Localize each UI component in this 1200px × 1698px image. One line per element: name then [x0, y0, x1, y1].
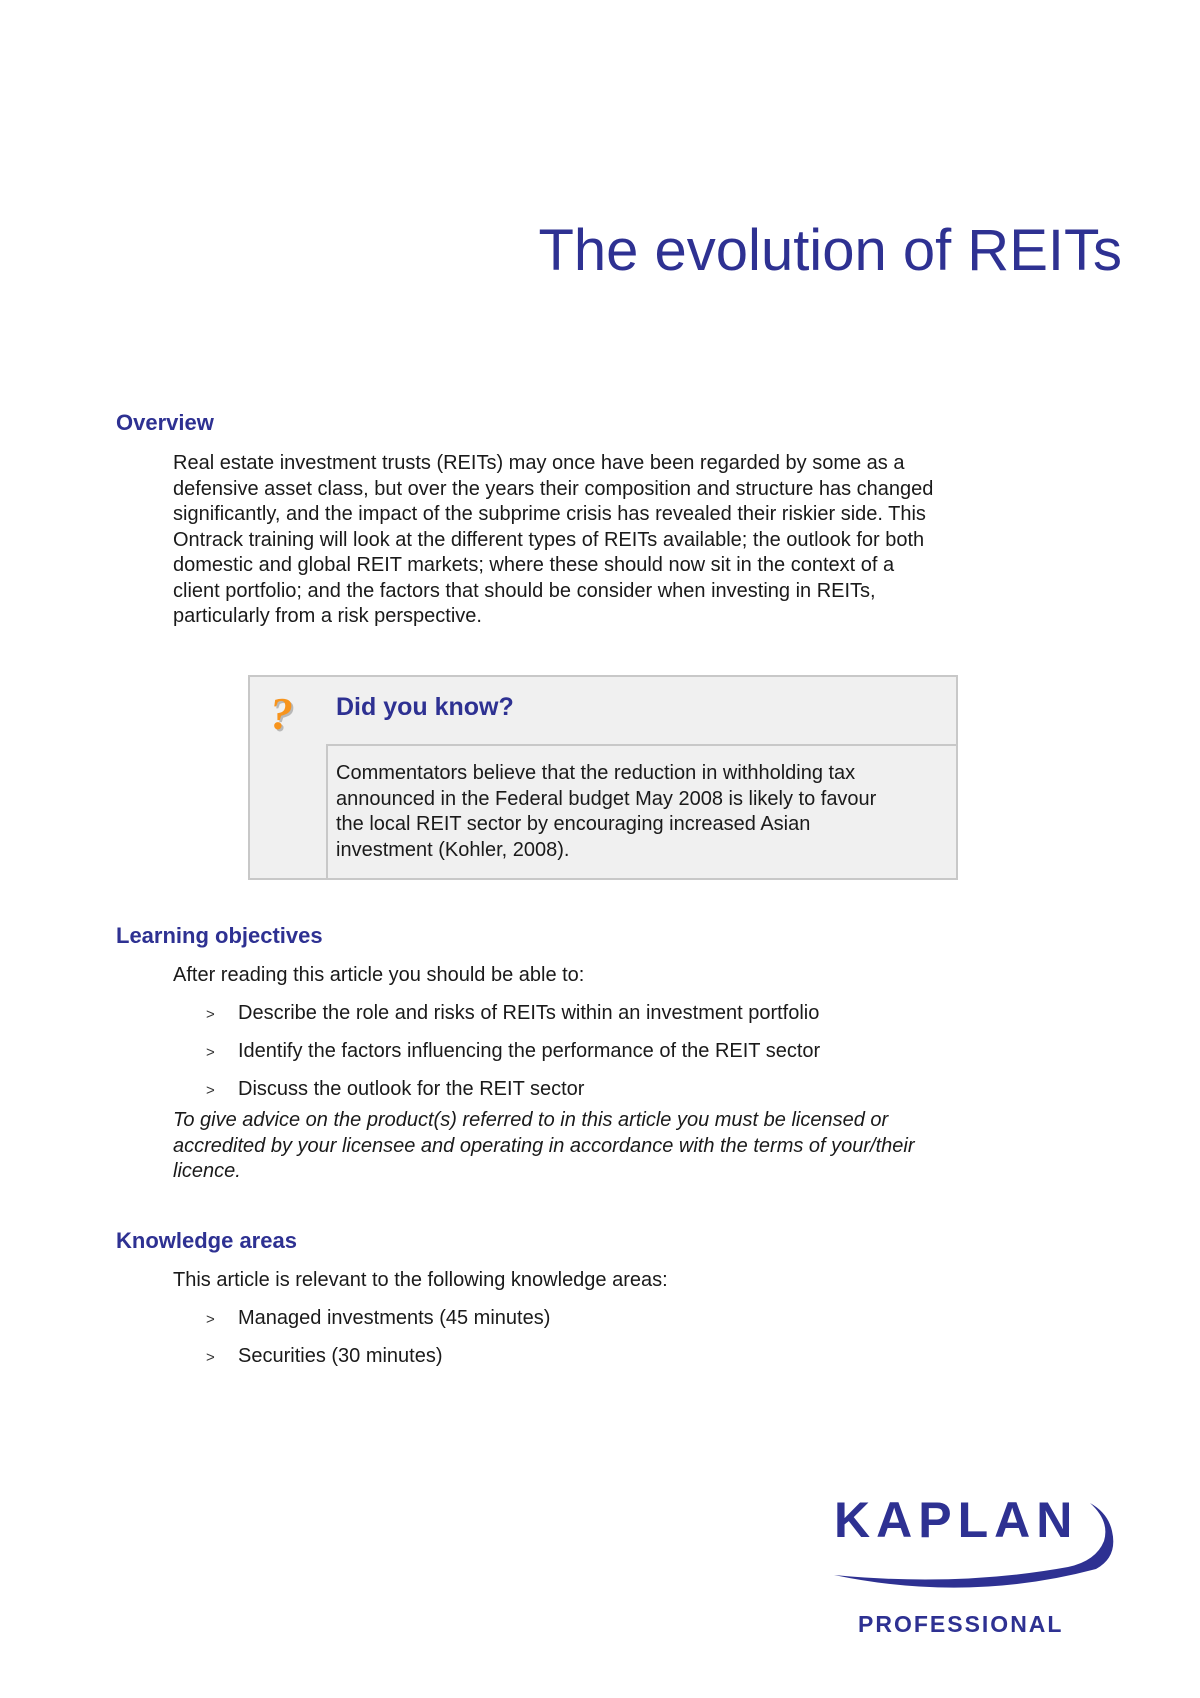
list-item-text: Securities (30 minutes): [238, 1345, 443, 1367]
logo-wordmark: KAPLAN: [834, 1492, 1079, 1548]
licensing-note-line: accredited by your licensee and operating in accordance with the terms of your/their: [173, 1134, 915, 1157]
overview-line: domestic and global REIT markets; where these should now sit in the context of a: [173, 554, 895, 576]
licensing-note-line: To give advice on the product(s) referred to in this article you must be licensed or: [173, 1109, 889, 1131]
list-item-text: Describe the role and risks of REITs within an investment portfolio: [238, 1002, 820, 1024]
logo-subtitle: PROFESSIONAL: [858, 1611, 1064, 1637]
overview-line: defensive asset class, but over the years their composition and structure has changed: [173, 477, 934, 500]
did-you-know-body: [336, 761, 946, 863]
learning-objectives-heading: Learning objectives: [116, 923, 323, 948]
did-you-know-header: [326, 677, 956, 746]
overview-heading: Overview: [116, 410, 214, 435]
question-mark-icon: ?: [270, 688, 293, 739]
overview-line: particularly from a risk perspective.: [173, 605, 482, 627]
licensing-note: [173, 1108, 1033, 1185]
did-you-know-line: investment (Kohler, 2008).: [336, 838, 570, 861]
did-you-know-line: Commentators believe that the reduction in withholding tax: [336, 762, 856, 784]
chevron-right-icon: >: [206, 1006, 215, 1023]
did-you-know-icon-column: [250, 677, 328, 878]
page-title: The evolution of REITs: [538, 218, 1122, 283]
overview-line: Real estate investment trusts (REITs) may once have been regarded by some as a: [173, 452, 905, 474]
did-you-know-line: the local REIT sector by encouraging increased Asian: [336, 813, 811, 835]
list-item-text: Discuss the outlook for the REIT sector: [238, 1078, 585, 1100]
learning-objectives-intro: After reading this article you should be able to:: [173, 964, 585, 986]
did-you-know-line: announced in the Federal budget May 2008 is likely to favour: [336, 787, 877, 810]
chevron-right-icon: >: [206, 1082, 215, 1099]
overview-line: Ontrack training will look at the different types of REITs available; the outlook for both: [173, 528, 925, 551]
chevron-right-icon: >: [206, 1349, 215, 1366]
overview-line: client portfolio; and the factors that should be consider when investing in REITs,: [173, 579, 876, 602]
did-you-know-box: [248, 675, 958, 880]
overview-line: significantly, and the impact of the subprime crisis has revealed their riskier side. This: [173, 503, 926, 525]
licensing-note-line: licence.: [173, 1160, 241, 1182]
knowledge-areas-intro: This article is relevant to the following knowledge areas:: [173, 1269, 668, 1291]
kaplan-professional-logo: [828, 1492, 1118, 1655]
list-item-text: Identify the factors influencing the performance of the REIT sector: [238, 1040, 821, 1062]
knowledge-areas-heading: Knowledge areas: [116, 1228, 297, 1253]
list-item-text: Managed investments (45 minutes): [238, 1307, 551, 1329]
chevron-right-icon: >: [206, 1044, 215, 1061]
chevron-right-icon: >: [206, 1311, 215, 1328]
overview-paragraph: [173, 451, 1053, 630]
did-you-know-title: Did you know?: [336, 693, 514, 721]
